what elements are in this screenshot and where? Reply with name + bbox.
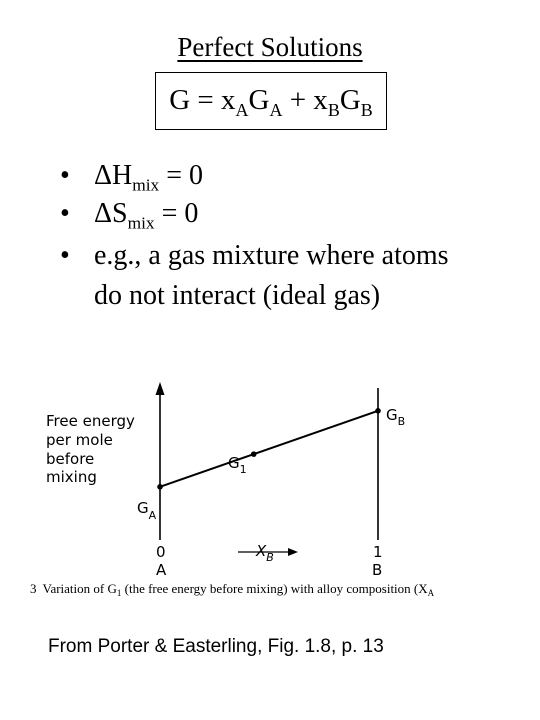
- bullet-symbol: •: [60, 160, 70, 191]
- gibbs-formula: [155, 84, 387, 120]
- y-axis-label: [46, 412, 135, 486]
- caption-rest: (the free energy before mixing) with alloy composition (X: [121, 581, 428, 596]
- bullet-enthalpy: [60, 160, 204, 195]
- label-ga: [137, 499, 157, 522]
- tick-right-value: 1: [373, 543, 383, 561]
- caption-text: Variation of G: [42, 581, 117, 596]
- bullet-text: ΔS: [94, 198, 128, 229]
- y-axis-arrowhead: [156, 382, 165, 395]
- bullet-sub: mix: [127, 213, 155, 233]
- label-g1-sub: 1: [239, 463, 247, 476]
- formula-sub: B: [360, 99, 373, 120]
- y-axis-label-line: per mole: [46, 431, 113, 449]
- y-axis-label-line: Free energy: [46, 412, 135, 430]
- x-axis-label-sub: B: [266, 551, 274, 564]
- free-energy-figure: [0, 370, 540, 620]
- label-gb: [386, 406, 405, 428]
- caption-number: 3: [30, 581, 37, 596]
- label-ga-main: G: [137, 499, 149, 517]
- formula-sub: A: [235, 99, 249, 120]
- tick-left-label: A: [156, 561, 167, 579]
- source-citation: From Porter & Easterling, Fig. 1.8, p. 13: [48, 636, 384, 657]
- bullet-text: e.g., a gas mixture where atoms: [94, 240, 449, 271]
- y-axis-label-line: mixing: [46, 468, 97, 486]
- formula-text: G: [248, 84, 270, 116]
- formula-text: + x: [282, 84, 328, 116]
- bullet-text: ΔH: [94, 160, 133, 191]
- point-ga: [157, 484, 163, 490]
- label-g1-main: G: [228, 454, 240, 472]
- label-ga-sub: A: [148, 509, 157, 522]
- formula-sub: B: [327, 99, 340, 120]
- figure-caption: [30, 581, 435, 598]
- x-axis-label-main: X: [256, 542, 267, 560]
- point-gb: [375, 408, 381, 414]
- formula-text: G: [339, 84, 361, 116]
- y-axis-label-line: before: [46, 450, 95, 468]
- bullet-symbol: •: [60, 198, 70, 229]
- caption-sub2: A: [427, 588, 435, 598]
- bullet-sub: mix: [132, 175, 160, 195]
- point-g1: [251, 451, 257, 457]
- tick-left-value: 0: [156, 543, 166, 561]
- bullet-symbol: •: [60, 240, 70, 271]
- caption-sub: 1: [116, 588, 122, 598]
- x-axis-arrowhead: [288, 548, 298, 556]
- tick-right-label: B: [372, 561, 383, 579]
- bullet-text: = 0: [154, 198, 199, 229]
- formula-text: G = x: [169, 84, 236, 116]
- bullet-example-continuation: do not interact (ideal gas): [94, 280, 381, 311]
- x-axis-label: [255, 542, 274, 564]
- bullet-example: [60, 240, 449, 272]
- bullet-text: = 0: [159, 160, 204, 191]
- free-energy-line: [160, 411, 378, 487]
- formula-sub: A: [269, 99, 283, 120]
- label-gb-main: G: [386, 406, 398, 424]
- slide-title: Perfect Solutions: [177, 32, 363, 62]
- bullet-entropy: [60, 198, 199, 233]
- label-gb-sub: B: [397, 415, 406, 428]
